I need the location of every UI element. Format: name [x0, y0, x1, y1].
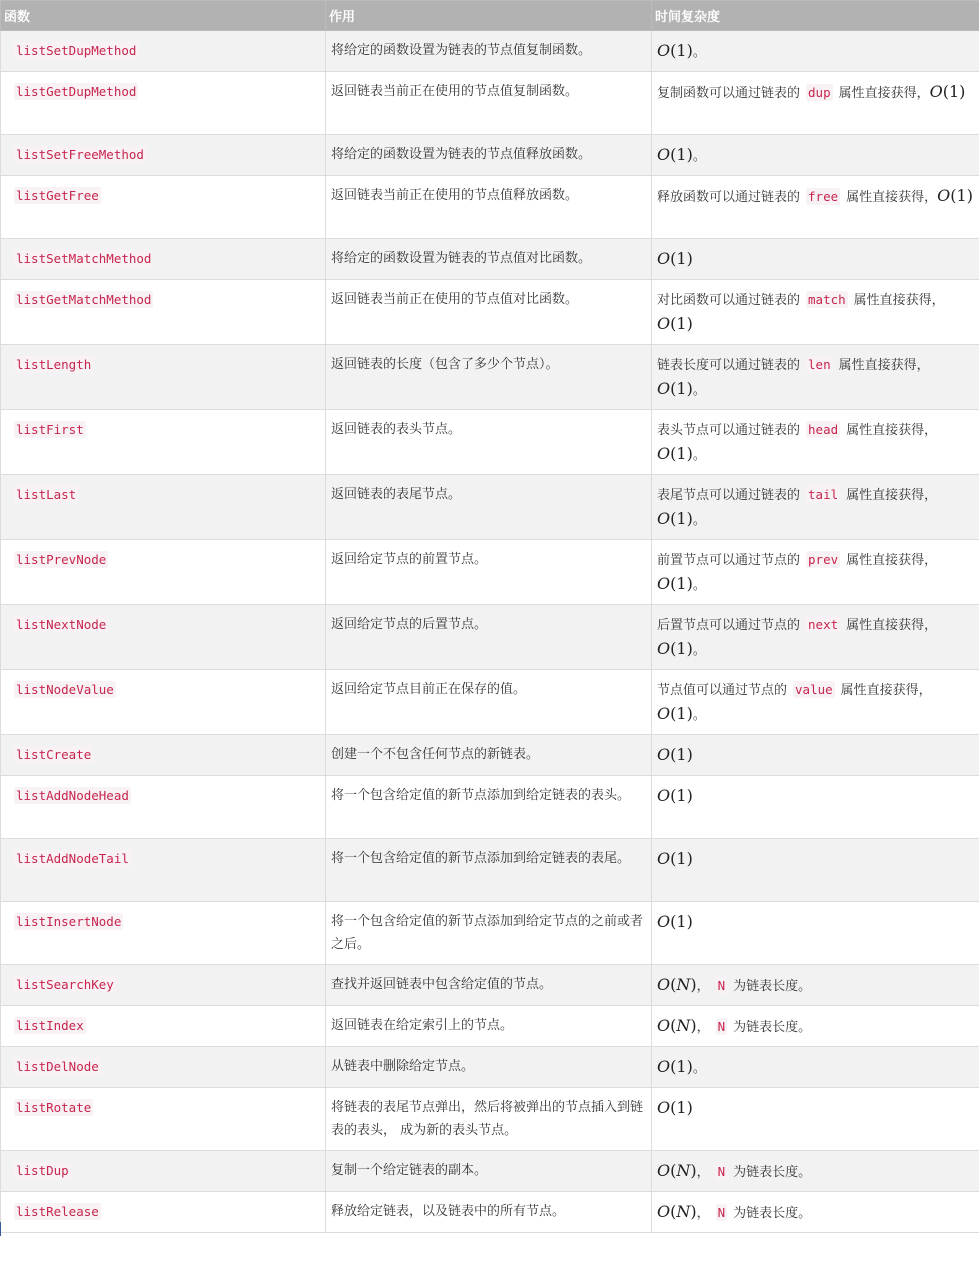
purpose-cell: 返回链表在给定索引上的节点。: [326, 1006, 652, 1047]
big-o-notation: O(1): [657, 249, 693, 268]
big-o-notation: O(N): [657, 1161, 697, 1180]
big-o-variable: N: [676, 1202, 691, 1221]
header-complexity: 时间复杂度: [652, 1, 979, 31]
table-row: [1, 902, 979, 965]
function-name: listAddNodeHead: [16, 788, 129, 803]
complexity-suffix: 属性直接获得，: [838, 86, 930, 101]
purpose-cell: 将给定的函数设置为链表的节点值复制函数。: [326, 31, 652, 72]
function-cell: [1, 902, 326, 965]
function-cell: [1, 31, 326, 72]
big-o-variable: 1: [676, 249, 687, 268]
function-name: listInsertNode: [16, 914, 122, 929]
table-row: [1, 1151, 979, 1192]
function-cell: [1, 605, 326, 670]
function-cell: [1, 839, 326, 902]
purpose-cell: 释放给定链表，以及链表中的所有节点。: [326, 1192, 652, 1233]
table-row: [1, 670, 979, 735]
complexity-cell: [652, 345, 979, 410]
big-o-notation: O(1): [937, 186, 973, 205]
complexity-tail: ，: [696, 1020, 710, 1035]
big-o-variable: N: [676, 1161, 691, 1180]
complexity-cell: [652, 1088, 979, 1151]
purpose-cell: 创建一个不包含任何节点的新链表。: [326, 735, 652, 776]
table-body: [1, 31, 979, 1233]
complexity-cell: [652, 902, 979, 965]
complexity-tail: 。: [692, 45, 706, 60]
function-name: listGetDupMethod: [16, 84, 137, 99]
function-cell: [1, 1006, 326, 1047]
function-name: listFirst: [16, 422, 84, 437]
complexity-tail: ，: [696, 1206, 710, 1221]
length-variable: N: [717, 1205, 726, 1220]
complexity-prefix: 对比函数可以通过链表的: [657, 293, 801, 308]
table-row: [1, 72, 979, 135]
purpose-cell: 查找并返回链表中包含给定值的节点。: [326, 965, 652, 1006]
complexity-suffix: 属性直接获得，: [846, 423, 938, 438]
purpose-cell: 复制一个给定链表的副本。: [326, 1151, 652, 1192]
function-cell: [1, 176, 326, 239]
field-name: dup: [808, 85, 831, 100]
purpose-cell: 返回链表的表头节点。: [326, 410, 652, 475]
big-o-variable: 1: [676, 704, 687, 723]
table-row: [1, 1006, 979, 1047]
function-cell: [1, 776, 326, 839]
table-row: [1, 475, 979, 540]
function-cell: [1, 135, 326, 176]
length-note: 为链表长度。: [733, 1206, 812, 1221]
purpose-cell: 返回给定节点目前正在保存的值。: [326, 670, 652, 735]
function-cell: [1, 540, 326, 605]
big-o-notation: O(N): [657, 975, 697, 994]
complexity-tail: 。: [692, 383, 706, 398]
field-name: free: [808, 189, 839, 204]
function-cell: [1, 239, 326, 280]
length-variable: N: [717, 1019, 726, 1034]
function-cell: [1, 965, 326, 1006]
complexity-cell: [652, 839, 979, 902]
table-row: [1, 839, 979, 902]
complexity-cell: [652, 1192, 979, 1233]
table-row: [1, 605, 979, 670]
purpose-cell: 将一个包含给定值的新节点添加到给定链表的表尾。: [326, 839, 652, 902]
table-row: [1, 135, 979, 176]
big-o-variable: 1: [676, 574, 687, 593]
complexity-suffix: 属性直接获得，: [838, 358, 930, 373]
function-name: listPrevNode: [16, 552, 107, 567]
function-name: listGetFree: [16, 188, 99, 203]
field-name: match: [808, 292, 846, 307]
complexity-prefix: 表尾节点可以通过链表的: [657, 488, 801, 503]
big-o-notation: O(1): [657, 509, 693, 528]
big-o-notation: O(1): [657, 1098, 693, 1117]
big-o-variable: 1: [676, 639, 687, 658]
big-o-variable: 1: [676, 145, 687, 164]
complexity-cell: [652, 540, 979, 605]
big-o-notation: O(1): [657, 41, 693, 60]
field-name: value: [795, 682, 833, 697]
table-row: [1, 31, 979, 72]
complexity-prefix: 释放函数可以通过链表的: [657, 190, 801, 205]
complexity-suffix: 属性直接获得，: [846, 618, 938, 633]
purpose-cell: 返回链表当前正在使用的节点值释放函数。: [326, 176, 652, 239]
table-row: [1, 540, 979, 605]
purpose-cell: 将一个包含给定值的新节点添加到给定节点的之前或者之后。: [326, 902, 652, 965]
big-o-notation: O(1): [929, 82, 966, 101]
field-name: len: [808, 357, 831, 372]
complexity-cell: [652, 239, 979, 280]
big-o-variable: 1: [676, 444, 687, 463]
big-o-notation: O(1): [657, 639, 693, 658]
big-o-notation: O(1): [657, 379, 693, 398]
big-o-notation: O(1): [657, 1057, 693, 1076]
purpose-cell: 将给定的函数设置为链表的节点值对比函数。: [326, 239, 652, 280]
complexity-cell: [652, 176, 979, 239]
complexity-tail: 。: [692, 578, 706, 593]
function-cell: [1, 475, 326, 540]
purpose-cell: 将链表的表尾节点弹出，然后将被弹出的节点插入到链表的表头， 成为新的表头节点。: [326, 1088, 652, 1151]
field-name: prev: [808, 552, 839, 567]
function-cell: [1, 72, 326, 135]
length-variable: N: [717, 978, 726, 993]
function-name: listRelease: [16, 1204, 99, 1219]
big-o-notation: O(1): [657, 314, 693, 333]
big-o-variable: 1: [676, 1098, 687, 1117]
big-o-variable: 1: [676, 849, 687, 868]
table-row: [1, 776, 979, 839]
purpose-cell: 返回链表的长度（包含了多少个节点）。: [326, 345, 652, 410]
complexity-cell: [652, 735, 979, 776]
big-o-variable: 1: [676, 41, 687, 60]
complexity-tail: 。: [692, 513, 706, 528]
complexity-tail: ，: [696, 979, 710, 994]
complexity-tail: 。: [692, 643, 706, 658]
table-header-row: [1, 1, 979, 31]
table-row: [1, 965, 979, 1006]
purpose-cell: 将给定的函数设置为链表的节点值释放函数。: [326, 135, 652, 176]
complexity-prefix: 后置节点可以通过节点的: [657, 618, 801, 633]
table-row: [1, 1047, 979, 1088]
big-o-notation: O(1): [657, 444, 693, 463]
big-o-variable: N: [676, 1016, 691, 1035]
table-row: [1, 410, 979, 475]
big-o-notation: O(1): [657, 849, 693, 868]
complexity-prefix: 前置节点可以通过节点的: [657, 553, 801, 568]
big-o-variable: 1: [676, 314, 687, 333]
function-cell: [1, 345, 326, 410]
field-name: tail: [808, 487, 839, 502]
big-o-notation: O(N): [657, 1202, 697, 1221]
big-o-notation: O(1): [657, 704, 693, 723]
complexity-suffix: 属性直接获得，: [846, 190, 938, 205]
function-name: listSetMatchMethod: [16, 251, 152, 266]
big-o-variable: 1: [676, 912, 687, 931]
text-cursor: [0, 1222, 1, 1236]
big-o-variable: 1: [676, 1057, 687, 1076]
complexity-suffix: 属性直接获得，: [853, 293, 945, 308]
function-cell: [1, 1151, 326, 1192]
complexity-suffix: 属性直接获得，: [840, 683, 932, 698]
table-row: [1, 1088, 979, 1151]
complexity-cell: [652, 965, 979, 1006]
function-name: listAddNodeTail: [16, 851, 129, 866]
big-o-notation: O(1): [657, 145, 693, 164]
big-o-variable: 1: [676, 509, 687, 528]
complexity-cell: [652, 1151, 979, 1192]
complexity-cell: [652, 605, 979, 670]
complexity-cell: [652, 776, 979, 839]
complexity-prefix: 链表长度可以通过链表的: [657, 358, 801, 373]
field-name: next: [808, 617, 839, 632]
table-row: [1, 345, 979, 410]
function-name: listIndex: [16, 1018, 84, 1033]
purpose-cell: 返回给定节点的后置节点。: [326, 605, 652, 670]
header-purpose: 作用: [326, 1, 652, 31]
function-name: listSearchKey: [16, 977, 114, 992]
table-row: [1, 280, 979, 345]
function-name: listGetMatchMethod: [16, 292, 152, 307]
big-o-variable: 1: [676, 786, 687, 805]
function-cell: [1, 735, 326, 776]
big-o-variable: 1: [948, 82, 960, 101]
function-cell: [1, 1192, 326, 1233]
complexity-suffix: 属性直接获得，: [846, 488, 938, 503]
function-name: listCreate: [16, 747, 92, 762]
length-note: 为链表长度。: [733, 1165, 812, 1180]
complexity-cell: [652, 72, 979, 135]
complexity-cell: [652, 1006, 979, 1047]
complexity-prefix: 复制函数可以通过链表的: [657, 86, 801, 101]
function-name: listNodeValue: [16, 682, 114, 697]
purpose-cell: 返回链表当前正在使用的节点值对比函数。: [326, 280, 652, 345]
function-name: listDelNode: [16, 1059, 99, 1074]
complexity-cell: [652, 280, 979, 345]
function-cell: [1, 1088, 326, 1151]
complexity-prefix: 节点值可以通过节点的: [657, 683, 788, 698]
big-o-notation: O(N): [657, 1016, 697, 1035]
purpose-cell: 从链表中删除给定节点。: [326, 1047, 652, 1088]
complexity-prefix: 表头节点可以通过链表的: [657, 423, 801, 438]
big-o-variable: N: [676, 975, 691, 994]
big-o-notation: O(1): [657, 786, 693, 805]
length-note: 为链表长度。: [733, 1020, 812, 1035]
function-name: listLength: [16, 357, 92, 372]
complexity-tail: 。: [692, 149, 706, 164]
complexity-tail: 。: [692, 708, 706, 723]
function-cell: [1, 1047, 326, 1088]
function-cell: [1, 280, 326, 345]
big-o-variable: 1: [676, 379, 687, 398]
complexity-cell: [652, 1047, 979, 1088]
complexity-cell: [652, 410, 979, 475]
big-o-notation: O(1): [657, 745, 693, 764]
complexity-tail: ，: [696, 1165, 710, 1180]
big-o-variable: 1: [956, 186, 967, 205]
complexity-cell: [652, 670, 979, 735]
complexity-cell: [652, 31, 979, 72]
header-func: 函数: [1, 1, 326, 31]
table-row: [1, 176, 979, 239]
purpose-cell: 返回链表当前正在使用的节点值复制函数。: [326, 72, 652, 135]
purpose-cell: 返回链表的表尾节点。: [326, 475, 652, 540]
function-name: listNextNode: [16, 617, 107, 632]
function-name: listSetDupMethod: [16, 43, 137, 58]
length-note: 为链表长度。: [733, 979, 812, 994]
function-name: listLast: [16, 487, 77, 502]
complexity-tail: 。: [692, 448, 706, 463]
big-o-notation: O(1): [657, 912, 693, 931]
complexity-cell: [652, 135, 979, 176]
big-o-variable: 1: [676, 745, 687, 764]
function-cell: [1, 670, 326, 735]
purpose-cell: 将一个包含给定值的新节点添加到给定链表的表头。: [326, 776, 652, 839]
big-o-notation: O(1): [657, 574, 693, 593]
function-name: listRotate: [16, 1100, 92, 1115]
complexity-tail: 。: [692, 1061, 706, 1076]
function-cell: [1, 410, 326, 475]
complexity-cell: [652, 475, 979, 540]
table-row: [1, 239, 979, 280]
field-name: head: [808, 422, 839, 437]
purpose-cell: 返回给定节点的前置节点。: [326, 540, 652, 605]
function-name: listSetFreeMethod: [16, 147, 144, 162]
length-variable: N: [717, 1164, 726, 1179]
complexity-suffix: 属性直接获得，: [846, 553, 938, 568]
table-row: [1, 735, 979, 776]
table-row: [1, 1192, 979, 1233]
function-name: listDup: [16, 1163, 69, 1178]
